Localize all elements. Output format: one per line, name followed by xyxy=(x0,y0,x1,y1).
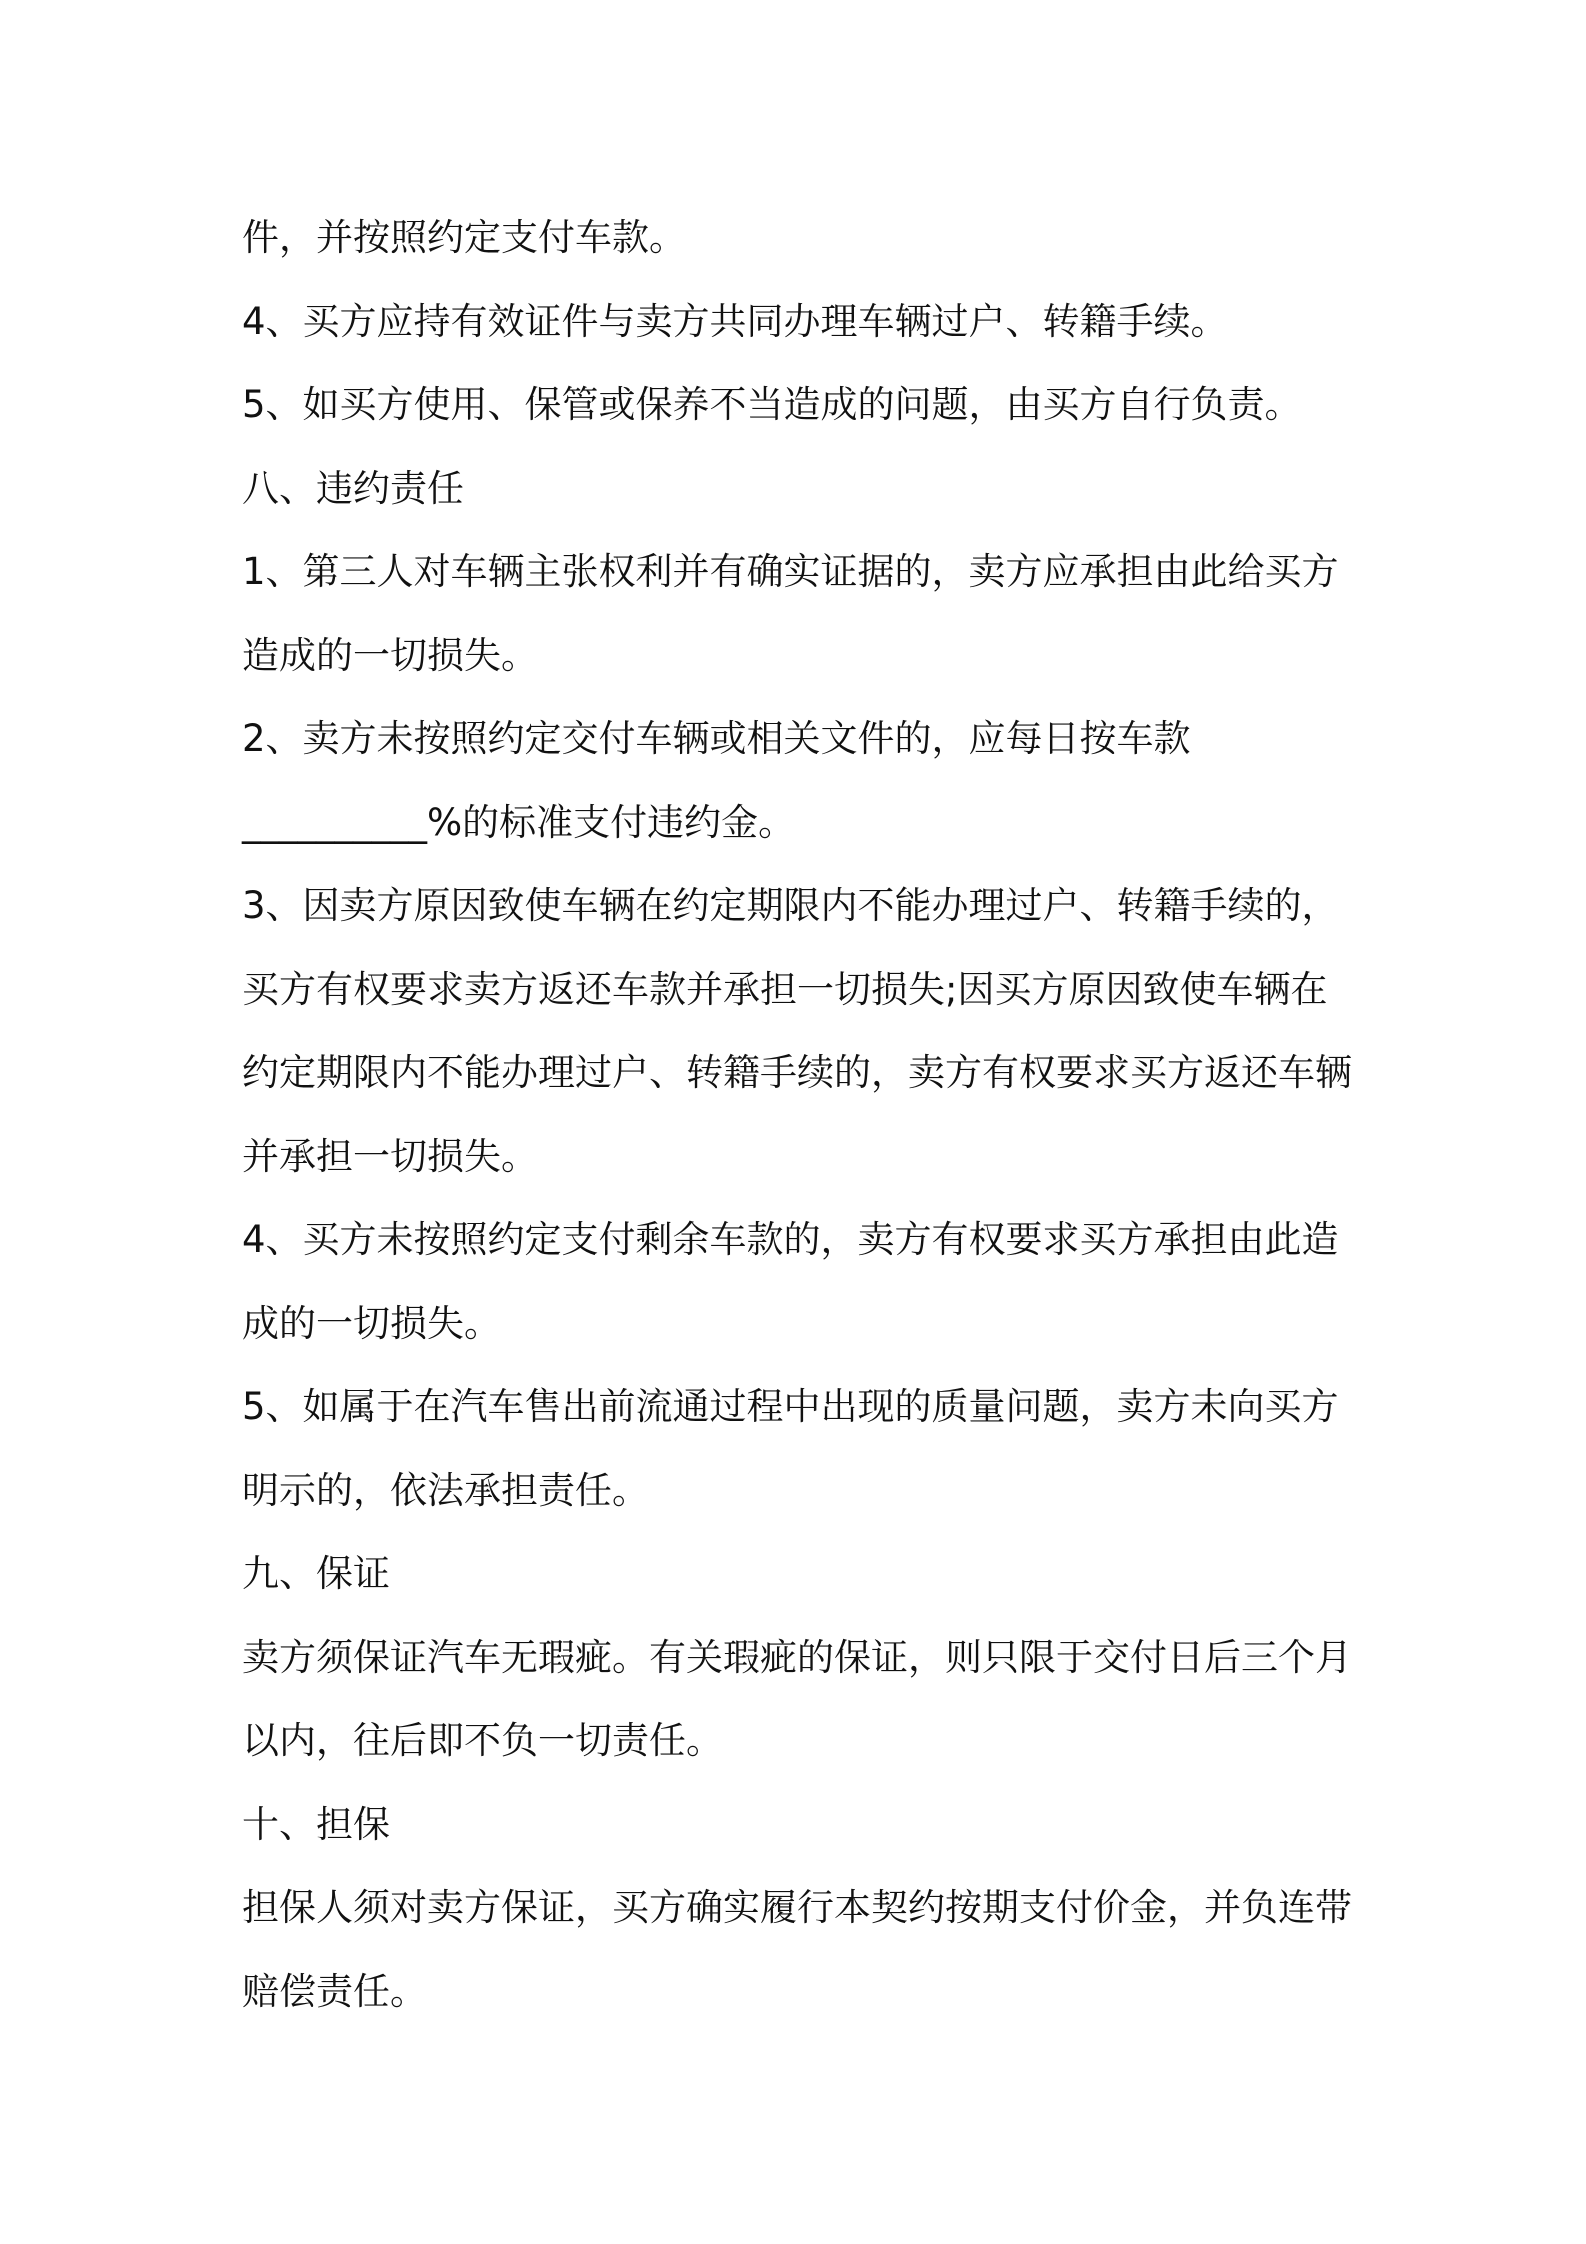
clause-8-item-2: 2、卖方未按照约定交付车辆或相关文件的，应每日按车款 xyxy=(242,717,1191,760)
clause-8-item-2-cont: __________%的标准支付违约金。 xyxy=(242,800,796,844)
clause-8-item-1: 1、第三人对车辆主张权利并有确实证据的，卖方应承担由此给买方 xyxy=(242,550,1339,593)
guarantee-text: 担保人须对卖方保证，买方确实履行本契约按期支付价金，并负连带 xyxy=(242,1886,1352,1929)
section-heading-warranty: 九、保证 xyxy=(242,1552,390,1595)
warranty-text-cont: 以内，往后即不负一切责任。 xyxy=(242,1719,723,1762)
clause-8-item-4: 4、买方未按照约定支付剩余车款的，卖方有权要求买方承担由此造 xyxy=(242,1218,1339,1261)
clause-7-item-4: 4、买方应持有效证件与卖方共同办理车辆过户、转籍手续。 xyxy=(242,299,1228,343)
section-heading-guarantee: 十、担保 xyxy=(242,1802,390,1846)
warranty-text: 卖方须保证汽车无瑕疵。有关瑕疵的保证，则只限于交付日后三个月 xyxy=(242,1635,1352,1679)
clause-8-item-1-cont: 造成的一切损失。 xyxy=(242,633,538,677)
clause-8-item-3-cont: 并承担一切损失。 xyxy=(242,1134,538,1178)
section-heading-breach: 八、违约责任 xyxy=(242,466,464,510)
document-page xyxy=(242,196,1362,2033)
clause-8-item-3-cont: 买方有权要求卖方返还车款并承担一切损失;因买方原因致使车辆在 xyxy=(242,967,1328,1011)
clause-8-item-3: 3、因卖方原因致使车辆在约定期限内不能办理过户、转籍手续的， xyxy=(242,884,1339,927)
clause-8-item-3-cont: 约定期限内不能办理过户、转籍手续的，卖方有权要求买方返还车辆 xyxy=(242,1051,1352,1094)
clause-8-item-5: 5、如属于在汽车售出前流通过程中出现的质量问题，卖方未向买方 xyxy=(242,1385,1339,1428)
text-line-continuation: 件，并按照约定支付车款。 xyxy=(242,216,686,259)
clause-8-item-4-cont: 成的一切损失。 xyxy=(242,1301,501,1345)
clause-8-item-5-cont: 明示的，依法承担责任。 xyxy=(242,1468,649,1512)
clause-7-item-5: 5、如买方使用、保管或保养不当造成的问题，由买方自行负责。 xyxy=(242,383,1302,426)
guarantee-text-cont: 赔偿责任。 xyxy=(242,1969,427,2013)
